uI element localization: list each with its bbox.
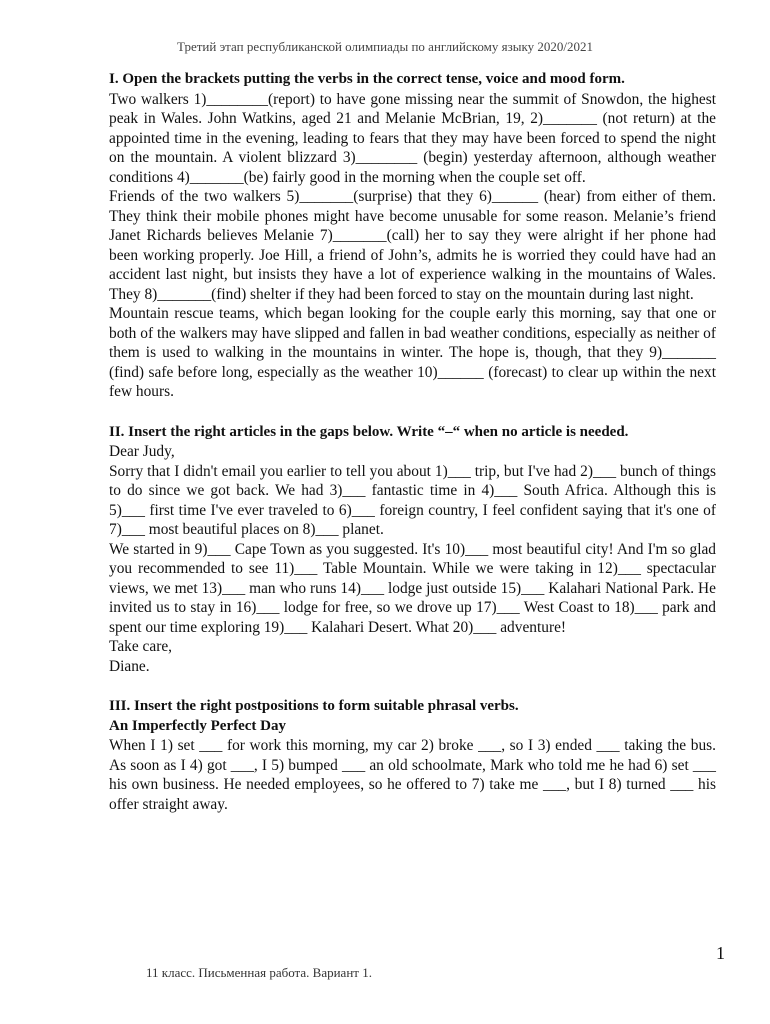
section-3-paragraph: When I 1) set ___ for work this morning, my car 2) broke ___, so I 3) ended ___ taking the bus. As soon as I 4) got ___, I 5) bumped ___ an old schoolmate, Mark who told me he had 6) set ___ his own business. He needed employees, so he offered to 7) take me ___, but I 8) turned ___ his offer straight away. xyxy=(109,737,716,813)
section-2-paragraph: We started in 9)___ Cape Town as you suggested. It's 10)___ most beautiful city! And I'm so glad you recommended to see 11)___ Table Mountain. While we were taking in 12)___ spectacular views, we met 13)___ man who runs 14)___ lodge just outside 15)___ Kalahari National Park. He invited us to stay in 16)___ lodge for free, so we drove up 17)___ West Coast to 18)___ park and spent our time exploring 19)___ Kalahari Desert. What 20)___ adventure! xyxy=(109,540,716,636)
letter-greeting: Dear Judy, xyxy=(109,443,175,460)
section-1-paragraph: Two walkers 1)________(report) to have gone missing near the summit of Snowdon, the highest peak in Wales. John Watkins, aged 21 and Melanie McBrian, 19, 2)_______ (not return) at the appointed time in the evening, leading to fears that they may have been forced to spend the night on the mountain. A violent blizzard 3)________ (begin) yesterday afternoon, although weather conditions 4)_______(be) fairly good in the morning when the couple set off. xyxy=(109,90,716,186)
page-header: Третий этап республиканской олимпиады по английскому языку 2020/2021 xyxy=(177,39,593,54)
page-number: 1 xyxy=(716,943,725,963)
section-1-heading: I. Open the brackets putting the verbs in the correct tense, voice and mood form. xyxy=(109,71,625,87)
letter-closing: Take care, xyxy=(109,638,172,655)
section-gap xyxy=(109,676,716,697)
section-2-paragraph: Sorry that I didn't email you earlier to tell you about 1)___ trip, but I've had 2)___ bunch of things to do since we got back. We had 3)___ fantastic time in 4)___ South Africa. Although this is 5)___ first time I've ever traveled to 6)___ foreign country, I feel confident saying that it's one of 7)___ most beautiful places on 8)___ planet. xyxy=(109,462,716,538)
page-footer: 11 класс. Письменная работа. Вариант 1. xyxy=(146,965,372,980)
section-1-paragraph: Friends of the two walkers 5)_______(surprise) that they 6)______ (hear) from either of them. They think their mobile phones might have become unusable for some reason. Melanie’s friend Janet Richards believes Melanie 7)_______(call) her to say they were alright if her phone had been working properly. Joe Hill, a friend of John’s, admits he is worried they could have had an accident last night, but insists they have a lot of experience walking in the mountains of Wales. They 8)_______(find) shelter if they had been forced to stay on the mountain during last night. xyxy=(109,188,716,303)
section-gap xyxy=(109,402,716,423)
document-body xyxy=(109,70,716,814)
section-2-heading: II. Insert the right articles in the gaps below. Write “–“ when no article is needed. xyxy=(109,423,629,440)
section-3-heading: III. Insert the right postpositions to form suitable phrasal verbs. xyxy=(109,698,519,714)
letter-signature: Diane. xyxy=(109,657,150,675)
text-title: An Imperfectly Perfect Day xyxy=(109,717,287,734)
section-1-paragraph: Mountain rescue teams, which began looking for the couple early this morning, say that one or both of the walkers may have slipped and fallen in bad weather conditions, especially as neither of them is used to walking in the mountains in winter. The hope is, though, that they 9)_______ (find) safe before long, especially as the weather 10)______ (forecast) to clear up within the next few hours. xyxy=(109,305,716,400)
